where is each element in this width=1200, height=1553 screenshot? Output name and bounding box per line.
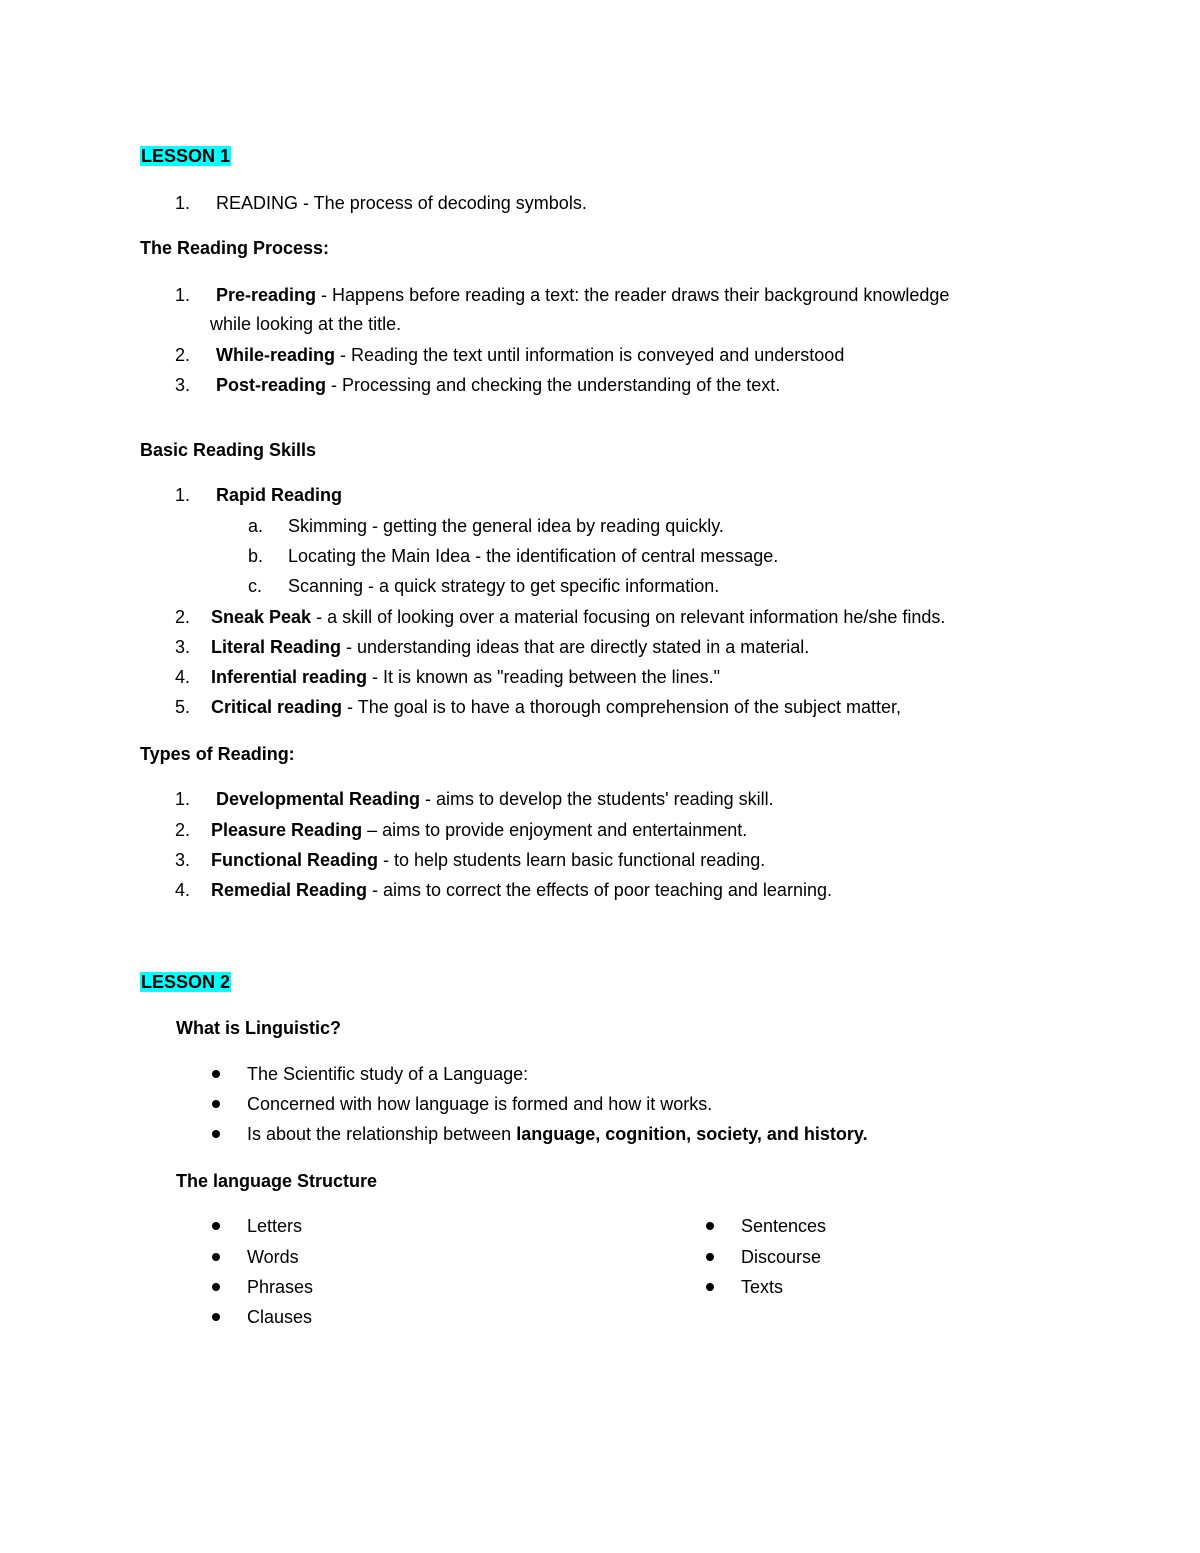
structure-item-phrases: Phrases bbox=[247, 1277, 314, 1297]
section-title-reading-process: The Reading Process: bbox=[140, 238, 330, 258]
process-item-pre-reading: Pre-reading - Happens before reading a text: the reader draws their background knowledge bbox=[216, 285, 950, 305]
process-item-pre-reading-continued: while looking at the title. bbox=[210, 314, 402, 334]
linguistic-point-1: The Scientific study of a Language: bbox=[247, 1064, 529, 1084]
reading-definition: READING - The process of decoding symbols. bbox=[216, 193, 587, 213]
structure-item-sentences: Sentences bbox=[741, 1216, 827, 1236]
structure-item-clauses: Clauses bbox=[247, 1307, 313, 1327]
section-title-what-is-linguistic: What is Linguistic? bbox=[176, 1018, 341, 1038]
bullet-icon bbox=[212, 1070, 220, 1078]
sub-list-letter: a. bbox=[248, 516, 264, 536]
section-title-language-structure: The language Structure bbox=[176, 1171, 378, 1191]
list-number: 5. bbox=[175, 697, 191, 717]
structure-item-texts: Texts bbox=[741, 1277, 784, 1297]
section-title-basic-reading-skills: Basic Reading Skills bbox=[140, 440, 317, 460]
bullet-icon bbox=[706, 1253, 714, 1261]
list-number: 4. bbox=[175, 880, 191, 900]
bullet-icon bbox=[212, 1100, 220, 1108]
skill-item-critical-reading: Critical reading - The goal is to have a thorough comprehension of the subject matter, bbox=[211, 697, 902, 717]
skill-item-literal-reading: Literal Reading - understanding ideas that are directly stated in a material. bbox=[211, 637, 810, 657]
sub-item-scanning: Scanning - a quick strategy to get specific information. bbox=[288, 576, 720, 596]
linguistic-point-2: Concerned with how language is formed and how it works. bbox=[247, 1094, 713, 1114]
structure-item-letters: Letters bbox=[247, 1216, 303, 1236]
list-number: 3. bbox=[175, 375, 191, 395]
sub-item-locating-main-idea: Locating the Main Idea - the identification of central message. bbox=[288, 546, 779, 566]
sub-list-letter: c. bbox=[248, 576, 263, 596]
lesson-2-heading: LESSON 2 bbox=[141, 972, 231, 992]
structure-item-words: Words bbox=[247, 1247, 299, 1267]
skill-item-inferential-reading: Inferential reading - It is known as "reading between the lines." bbox=[211, 667, 721, 687]
list-number: 3. bbox=[175, 637, 191, 657]
sub-list-letter: b. bbox=[248, 546, 264, 566]
type-item-pleasure: Pleasure Reading – aims to provide enjoyment and entertainment. bbox=[211, 820, 748, 840]
bullet-icon bbox=[212, 1283, 220, 1291]
structure-item-discourse: Discourse bbox=[741, 1247, 822, 1267]
list-number: 1. bbox=[175, 485, 191, 505]
lesson-1-heading: LESSON 1 bbox=[141, 146, 231, 166]
list-number: 2. bbox=[175, 607, 191, 627]
type-item-remedial: Remedial Reading - aims to correct the effects of poor teaching and learning. bbox=[211, 880, 832, 900]
process-item-post-reading: Post-reading - Processing and checking the understanding of the text. bbox=[216, 375, 781, 395]
bullet-icon bbox=[706, 1222, 714, 1230]
bullet-icon bbox=[706, 1283, 714, 1291]
sub-item-skimming: Skimming - getting the general idea by reading quickly. bbox=[288, 516, 724, 536]
type-item-functional: Functional Reading - to help students learn basic functional reading. bbox=[211, 850, 766, 870]
skill-item-rapid-reading: Rapid Reading bbox=[216, 485, 343, 505]
type-item-developmental: Developmental Reading - aims to develop the students' reading skill. bbox=[216, 789, 774, 809]
bullet-icon bbox=[212, 1130, 220, 1138]
section-title-types-of-reading: Types of Reading: bbox=[140, 744, 295, 764]
bullet-icon bbox=[212, 1313, 220, 1321]
skill-item-sneak-peak: Sneak Peak - a skill of looking over a material focusing on relevant information he/she finds. bbox=[211, 607, 946, 627]
list-number: 1. bbox=[175, 789, 191, 809]
list-number: 1. bbox=[175, 285, 191, 305]
process-item-while-reading: While-reading - Reading the text until information is conveyed and understood bbox=[216, 345, 845, 365]
bullet-icon bbox=[212, 1253, 220, 1261]
list-number: 3. bbox=[175, 850, 191, 870]
list-number: 2. bbox=[175, 820, 191, 840]
bullet-icon bbox=[212, 1222, 220, 1230]
list-number: 2. bbox=[175, 345, 191, 365]
list-number: 4. bbox=[175, 667, 191, 687]
list-number: 1. bbox=[175, 193, 191, 213]
linguistic-point-3: Is about the relationship between language, cognition, society, and history. bbox=[247, 1124, 868, 1144]
